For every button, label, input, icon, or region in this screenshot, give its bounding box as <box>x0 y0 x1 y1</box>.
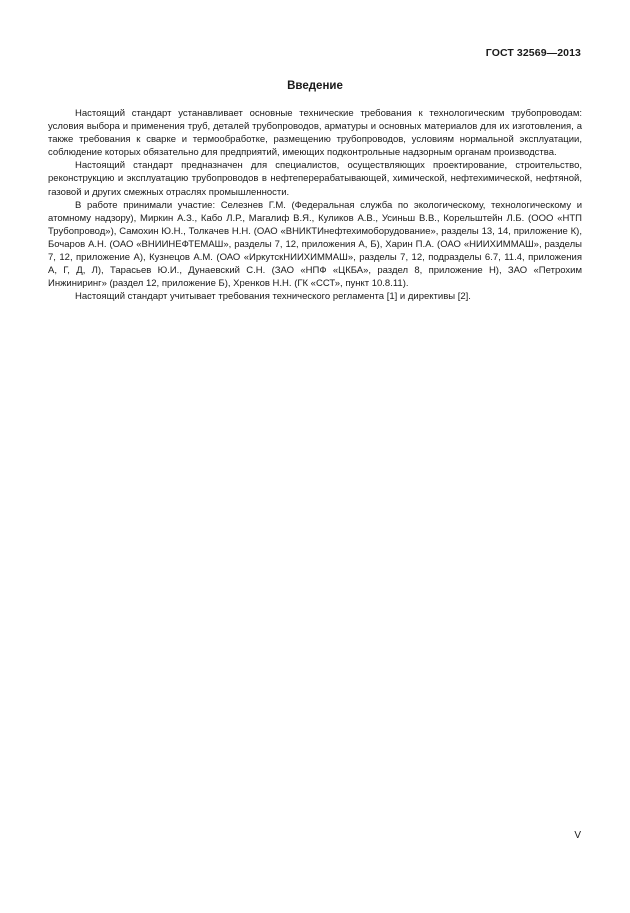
introduction-body <box>48 107 582 303</box>
section-title: Введение <box>287 80 343 92</box>
document-standard-code: ГОСТ 32569—2013 <box>485 47 581 59</box>
paragraph-audience: Настоящий стандарт предназначен для специалистов, осуществляющих проектирование, строительство, реконструкцию и эксплуатацию трубопроводов в нефтеперерабатывающей, химической, нефтехимической, нефтяной, газовой и других смежных отраслях промышленности. <box>48 160 582 198</box>
page-number: V <box>574 830 581 841</box>
paragraph-contributors: В работе принимали участие: Селезнев Г.М. (Федеральная служба по экологическому, технологическому и атомному надзору), Миркин А.З., Кабо Л.Р., Магалиф В.Я., Куликов А.В., Усиньш В.В., Корельштейн Л.Б. (ООО «НТП Трубопровод»), Самохин Ю.Н., Толкачев Н.Н. (ОАО «ВНИКТИнефтехимоборудование», разделы 13, 14, приложение К), Бочаров А.Н. (ОАО «ВНИИНЕФТЕМАШ», разделы 7, 12, приложения А, Б), Харин П.А. (ОАО «НИИХИММАШ», разделы 7, 12, приложение А), Кузнецов А.М. (ОАО «ИркутскНИИХИММАШ», разделы 7, 12, подразделы 6.7, 11.4, приложения А, Г, Д, Л), Тарасьев Ю.И., Дунаевский С.Н. (ЗАО «НПФ «ЦКБА», раздел 8, приложение Н), ЗАО «Петрохим Инжиниринг» (раздел 12, приложение Б), Хренков Н.Н. (ГК «ССТ», пункт 10.8.11). <box>48 199 582 290</box>
paragraph-regulations: Настоящий стандарт учитывает требования технического регламента [1] и директивы [2]. <box>75 291 471 303</box>
paragraph-scope: Настоящий стандарт устанавливает основные технические требования к технологическим трубопроводам: условия выбора и применения труб, деталей трубопроводов, арматуры и основных материалов для их изготовления, а также требования к сварке и термообработке, размещению трубопроводов, условиям нормальной эксплуатации, соблюдение которых обязательно для предприятий, имеющих подконтрольные надзорным органам производства. <box>48 108 582 159</box>
